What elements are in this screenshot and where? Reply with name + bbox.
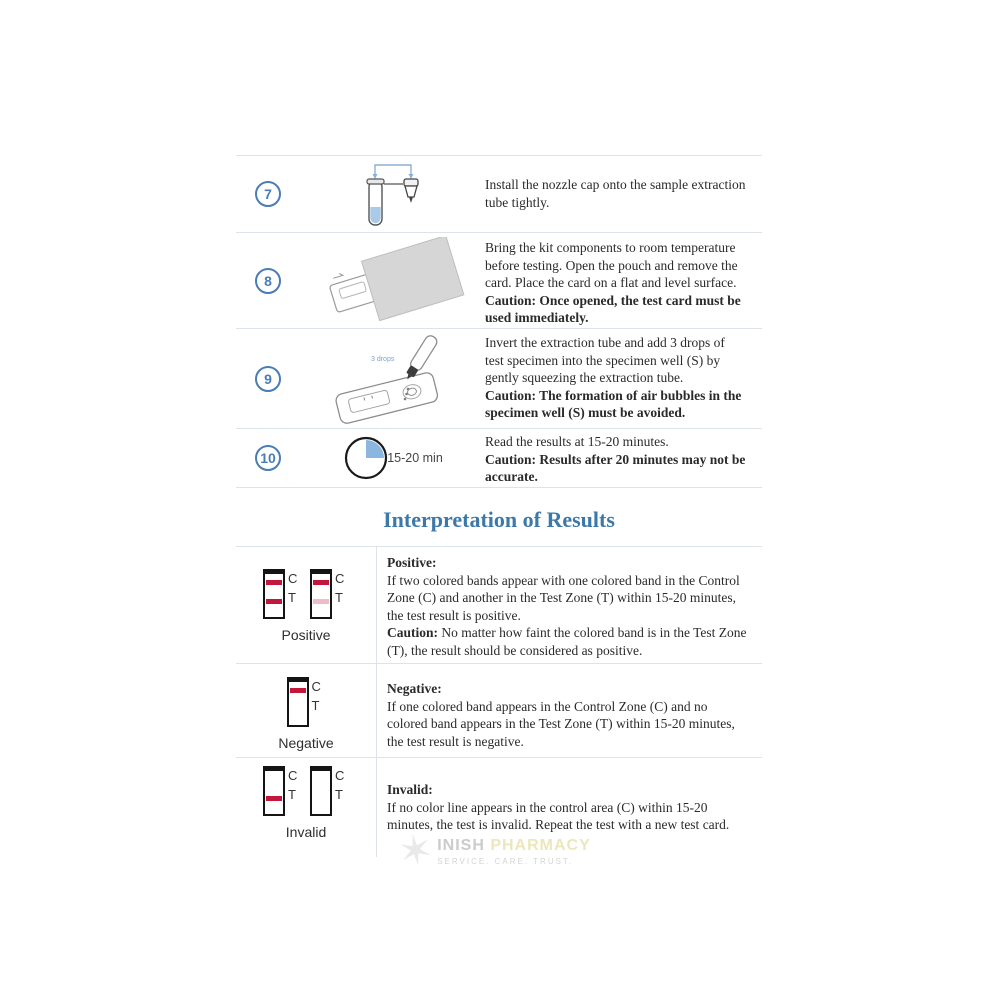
step-row-8 [236,232,762,328]
result-row-negative [236,663,762,757]
test-strip [287,677,309,727]
step-9-text: Invert the extraction tube and add 3 drops of test specimen into the specimen well (S) by gently squeezing the extraction tube. [485,335,725,385]
cassette-drops-illustration [325,331,461,427]
step-9-caution: Caution: The formation of air bubbles in the specimen well (S) must be avoided. [485,387,742,420]
step-row-9 [236,328,762,428]
watermark-name-gray: INISH [437,837,485,854]
test-strip [263,569,285,619]
result-heading: Negative: [387,681,442,696]
control-zone-label: C [335,768,345,783]
star-icon: ✶ [393,823,438,878]
test-zone-label: T [288,590,296,605]
result-heading: Invalid: [387,782,433,797]
leaflet-content [236,155,762,857]
pouch-card-illustration [317,237,469,325]
step-number-8: 8 [255,268,281,294]
step-row-10 [236,428,762,488]
timer-duration-label: 15-20 min [387,451,443,465]
step-row-7 [236,155,762,232]
step-7-text: Install the nozzle cap onto the sample extraction tube tightly. [485,177,746,210]
steps-table [236,155,762,488]
interpretation-title: Interpretation of Results [383,507,615,532]
step-10-caution: Caution: Results after 20 minutes may not be accurate. [485,451,746,484]
test-strip [310,766,332,816]
control-zone-label: C [335,571,345,586]
test-zone-label: T [288,787,296,802]
nozzle-cap-tube-illustration [341,157,445,231]
control-zone-label: C [311,679,321,694]
test-zone-label: T [335,590,343,605]
result-caution: Caution: No matter how faint the colored band is in the Test Zone (T), the result should be considered as positive. [387,625,747,658]
result-label-negative: Negative [278,735,334,751]
result-label-invalid: Invalid [285,824,327,840]
step-number-9: 9 [255,366,281,392]
result-label-positive: Positive [281,627,331,643]
timer-icon [342,434,390,482]
test-zone-label: T [311,698,320,713]
test-strip [263,766,285,816]
watermark-name-gold: PHARMACY [490,837,591,854]
result-body: If no color line appears in the control area (C) within 15-20 minutes, the test is invalid. Repeat the test with a new test card. [387,799,730,832]
watermark-tagline: SERVICE. CARE. TRUST. [437,857,574,866]
control-zone-label: C [288,571,298,586]
step-number-7: 7 [255,181,281,207]
result-heading: Positive: [387,555,437,570]
drops-count-label: 3 drops [370,355,394,363]
step-8-text: Bring the kit components to room temperature before testing. Open the pouch and remove the card. Place the card on a flat and level surface. [485,240,738,290]
result-body: If one colored band appears in the Control Zone (C) and no colored band appears in the Test Zone (T) within 15-20 minutes, the test result is negative. [387,698,735,749]
test-strip [310,569,332,619]
step-number-10: 10 [255,445,281,471]
control-zone-label: C [288,768,298,783]
result-body: If two colored bands appear with one colored band in the Control Zone (C) and another in the Test Zone (T) within 15-20 minutes, the test result is positive. [387,572,740,623]
step-10-text: Read the results at 15-20 minutes. [485,434,669,449]
result-row-positive [236,546,762,663]
results-table [236,546,762,857]
step-8-caution: Caution: Once opened, the test card must be used immediately. [485,292,741,325]
pharmacy-watermark [393,823,591,878]
test-zone-label: T [335,787,343,802]
